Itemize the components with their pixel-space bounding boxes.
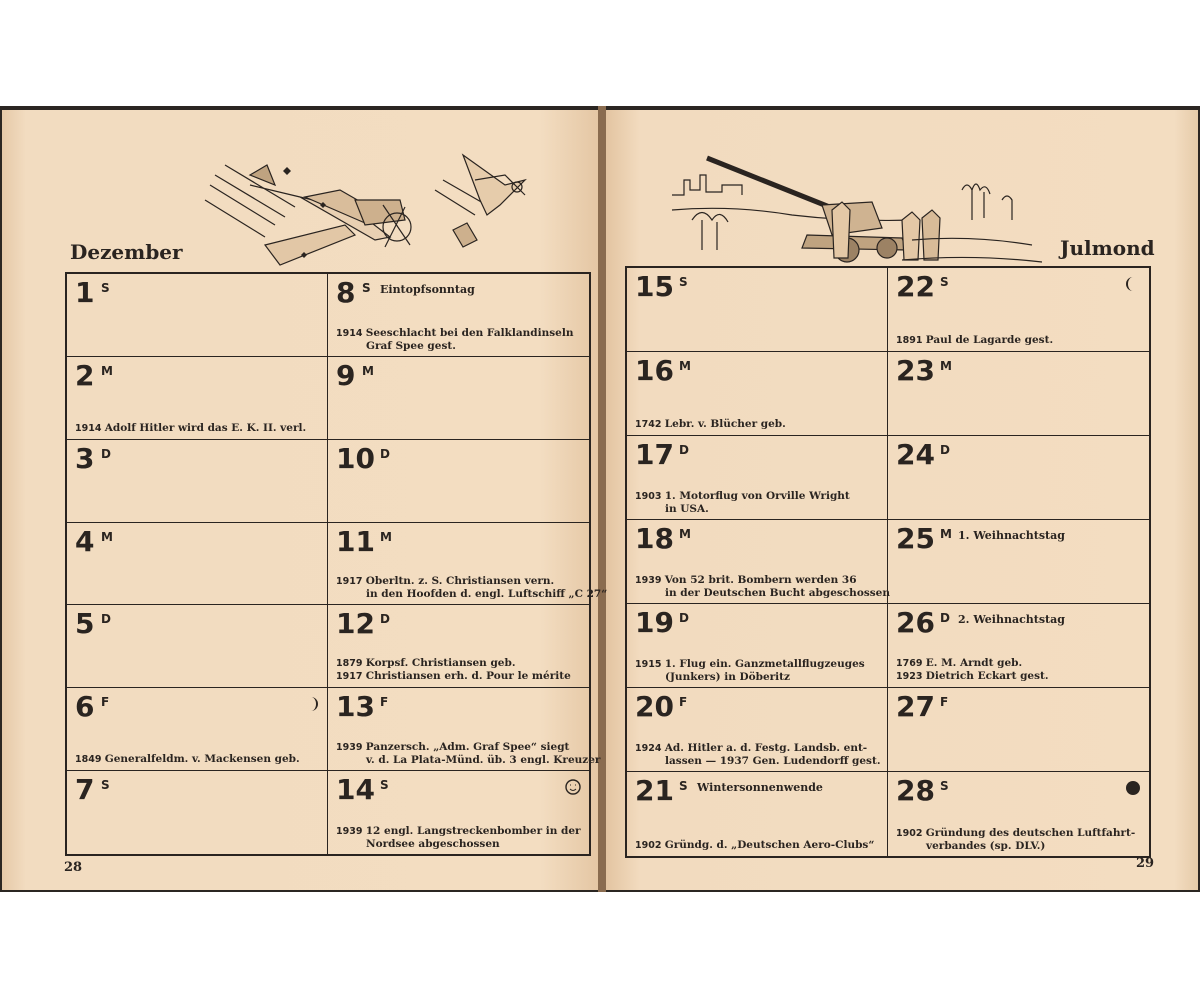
event-text: Von 52 brit. Bombern werden 36 [664,574,857,586]
weekday-letter: S [101,778,110,793]
weekday-letter: F [101,695,110,710]
event-note [75,422,321,435]
event-note-line [336,340,583,352]
day-cell [627,688,888,772]
weekday-letter: S [940,275,949,289]
event-year: 1939 [336,825,366,837]
waxing-moon-icon [303,696,319,712]
event-year: 1939 [336,742,366,754]
weekday-letter: D [101,446,111,461]
day-cell [328,357,589,440]
day-cell [888,268,1149,352]
event-note-line [635,742,881,755]
full-moon-icon [565,779,581,795]
event-note [336,327,583,352]
weekday-letter: S [380,778,389,793]
day-cell [67,605,328,688]
event-note-line [896,827,1143,840]
flak-gun-illustration [672,150,1042,272]
day-cell [627,352,888,436]
day-number: 25 [896,522,935,555]
event-note [635,490,881,515]
day-number: 22 [896,270,935,303]
event-text: in der Deutschen Bucht abgeschossen [665,587,890,599]
calendar-grid-right [625,266,1151,858]
day-cell [888,352,1149,436]
weekday-letter: S [101,281,110,295]
event-text: lassen — 1937 Gen. Ludendorff gest. [665,755,881,767]
day-number: 27 [896,690,935,723]
day-number: 15 [635,270,674,303]
event-year: 1891 [896,335,926,346]
event-text: v. d. La Plata-Münd. üb. 3 engl. Kreuzer [366,754,601,767]
weekday-letter: D [940,443,950,457]
day-cell [627,604,888,688]
day-number: 28 [896,774,935,807]
weekday-letter: M [679,359,691,373]
event-note-line [635,574,881,587]
event-year: 1914 [336,327,366,339]
event-year: 1902 [896,828,926,839]
page-number-right: 29 [1136,856,1155,871]
event-note [896,334,1143,347]
day-number: 12 [336,607,375,641]
event-year: 1903 [635,491,665,502]
day-cell [888,604,1149,688]
weekday-letter: S [679,779,688,793]
day-number: 13 [336,690,375,724]
weekday-letter: D [380,446,390,461]
aircraft-illustration [205,145,545,273]
day-number: 4 [75,524,95,558]
event-text: Dietrich Eckart gest. [925,670,1049,682]
day-number: 16 [635,354,674,387]
day-cell [627,772,888,856]
day-cell [328,688,601,771]
new-moon-icon [1125,780,1141,796]
event-text: Gründung des deutschen Luftfahrt- [925,827,1136,839]
weekday-letter: D [679,443,689,457]
weekday-letter: S [362,281,371,295]
weekday-letter: M [101,363,113,378]
event-text: 1. Flug ein. Ganzmetallflugzeuges [664,658,865,670]
event-text: 12 engl. Langstreckenbomber in der [365,824,581,837]
day-cell [888,436,1149,520]
event-text: Nordsee abgeschossen [366,837,500,850]
weekday-letter: M [940,359,952,373]
day-number: 14 [336,773,375,807]
event-note [336,825,583,850]
weekday-letter: M [940,527,952,541]
day-number: 20 [635,690,674,723]
event-note-line [336,741,583,754]
event-year: 1742 [635,419,665,430]
event-note-line [635,418,881,431]
event-year: 1917 [336,576,366,588]
event-year: 1902 [635,840,665,851]
event-note-line [896,840,1143,852]
event-note-line [635,490,881,503]
event-text: (Junkers) in Döberitz [665,671,790,683]
event-note [336,741,601,767]
event-note [635,839,881,852]
event-text: E. M. Arndt geb. [925,657,1023,669]
day-number: 17 [635,438,674,471]
month-title-left: Dezember [70,240,183,264]
event-note [336,575,608,601]
event-year: 1769 [896,658,926,669]
event-note-line [635,839,881,852]
event-text: Lebr. v. Blücher geb. [664,418,786,430]
event-year: 1923 [896,671,926,682]
event-year: 1924 [635,743,665,754]
event-note [635,658,881,683]
day-number: 8 [336,276,356,309]
day-cell [627,520,888,604]
day-number: 24 [896,438,935,471]
day-cell [328,440,589,523]
event-text: Seeschlacht bei den Falklandinseln [365,326,574,339]
event-text: Paul de Lagarde gest. [925,334,1054,346]
event-note-line [635,671,881,683]
day-cell [328,274,589,357]
event-year: 1917 [336,671,366,683]
day-number: 7 [75,773,95,807]
day-number: 6 [75,690,95,724]
weekday-letter: D [679,611,689,625]
weekday-letter: D [101,612,111,627]
calendar-grid-left [65,272,608,856]
event-text: Adolf Hitler wird das E. K. II. verl. [104,421,307,434]
event-note [635,742,881,767]
day-cell [328,523,608,606]
day-cell [67,771,328,854]
event-year: 1915 [635,659,665,670]
event-note-line [336,838,583,850]
event-note-line [336,588,608,601]
event-note [635,574,890,599]
day-number: 26 [896,606,935,639]
event-text: Ad. Hitler a. d. Festg. Landsb. ent- [664,742,868,754]
event-note-line [75,753,321,766]
waning-moon-icon [1125,276,1141,292]
weekday-letter: D [940,611,950,625]
day-cell [888,688,1149,772]
holiday-label: 2. Weihnachtstag [958,613,1065,626]
event-note-line [635,658,881,671]
event-note-line [635,755,881,767]
event-text: verbandes (sp. DLV.) [926,840,1046,852]
holiday-label: 1. Weihnachtstag [958,529,1065,542]
day-number: 18 [635,522,674,555]
day-number: 3 [75,441,95,475]
day-cell [627,436,888,520]
event-text: in USA. [665,503,709,515]
event-year: 1849 [75,754,105,766]
day-number: 1 [75,276,95,309]
day-cell [67,688,328,771]
weekday-letter: F [679,695,688,709]
month-title-right: Julmond [1060,236,1155,260]
event-note [635,418,881,431]
event-note-line [896,657,1143,670]
event-note-line [336,670,583,683]
day-cell [67,440,328,523]
event-text: Gründg. d. „Deutschen Aero-Clubs“ [664,839,875,851]
event-note-line [635,503,881,515]
weekday-letter: S [679,275,688,289]
weekday-letter: F [940,695,949,709]
weekday-letter: M [679,527,691,541]
day-cell [328,605,589,688]
book-gutter [598,106,606,892]
weekday-letter: M [380,529,392,544]
day-number: 19 [635,606,674,639]
event-year: 1879 [336,658,366,670]
event-note [896,657,1143,683]
event-note-line [896,670,1143,683]
weekday-letter: F [380,695,389,710]
day-cell [67,274,328,357]
weekday-letter: M [362,363,374,378]
day-number: 5 [75,607,95,641]
day-number: 2 [75,358,95,392]
day-number: 21 [635,774,674,807]
day-number: 11 [336,524,375,558]
event-text: Christiansen erh. d. Pour le mérite [365,670,571,683]
event-year: 1939 [635,575,665,586]
weekday-letter: D [380,612,390,627]
day-number: 10 [336,441,375,475]
event-note-line [635,587,890,599]
event-note [336,657,583,683]
event-text: Generalfeldm. v. Mackensen geb. [104,753,300,766]
weekday-letter: M [101,529,113,544]
day-number: 23 [896,354,935,387]
event-text: 1. Motorflug von Orville Wright [664,490,850,502]
page-number-left: 28 [64,860,83,875]
day-cell [67,523,328,606]
day-cell [627,268,888,352]
event-note-line [336,327,583,340]
weekday-letter: S [940,779,949,793]
event-text: Korpsf. Christiansen geb. [365,657,516,670]
event-text: Panzersch. „Adm. Graf Spee“ siegt [365,741,570,754]
event-note-line [336,575,583,588]
day-cell [67,357,328,440]
holiday-label: Wintersonnenwende [697,781,823,794]
event-note [75,753,321,766]
event-note-line [75,422,321,435]
day-number: 9 [336,358,356,392]
event-note [896,827,1143,852]
event-note-line [336,657,583,670]
event-year: 1914 [75,422,105,434]
holiday-label: Eintopfsonntag [380,283,475,296]
event-note-line [336,825,583,838]
day-cell [328,771,589,854]
event-text: Graf Spee gest. [366,339,456,352]
event-note-line [336,754,601,767]
day-cell [888,772,1149,856]
day-cell [888,520,1149,604]
event-note-line [896,334,1143,347]
event-text: in den Hoofden d. engl. Luftschiff „C 27“ [366,588,608,601]
event-text: Oberltn. z. S. Christiansen vern. [365,575,555,588]
